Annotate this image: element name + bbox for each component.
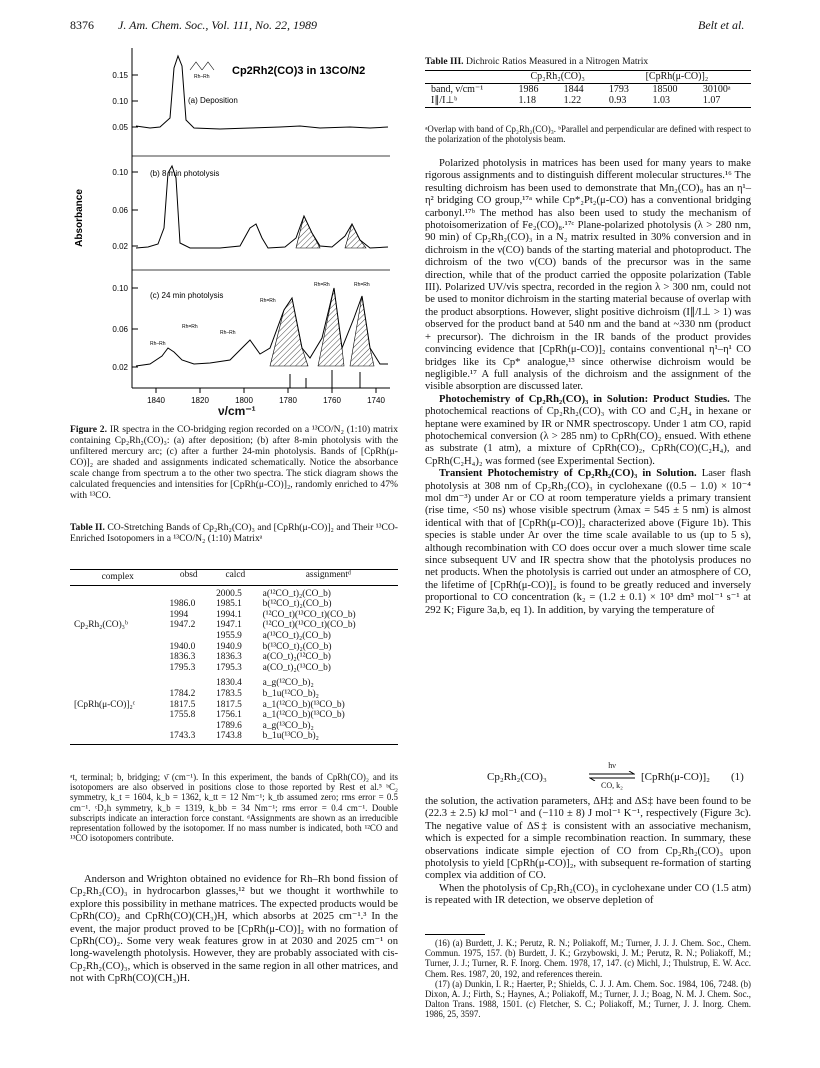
xtick-4: 1760 (323, 396, 341, 405)
table-cell: 1947.1 (216, 620, 242, 631)
section-heading-product-studies: Photochemistry of Cp₂Rh₂(CO)₃ in Solution: Product Studies. (439, 393, 730, 405)
ytick-a-2: 0.05 (112, 123, 128, 132)
reference-16: (16) (a) Burdett, J. K.; Perutz, R. N.; Poliakoff, M.; Turner, J. J. J. Chem. Soc., Chem. Commun. 1975, 157. (b) Burdett, J. K.; Grzybowski, J. M.; Perutz, R. N.; Poliakoff, M.; Turner, J. J.; Turner, R. F. Inorg. Chem. 1978, 17, 147. (c) Michl, J.; Thulstrup, E. W. Acc. Chem. Res. 1987, 20, 192, and references therein. (425, 938, 751, 979)
table-cell: 1793 (608, 83, 629, 95)
panel-c-label: (c) 24 min photolysis (150, 291, 224, 300)
structure-icon-a (190, 62, 214, 80)
figure-2-caption-lead: Figure 2. (70, 424, 107, 435)
table-3-caption-lead: Table III. (425, 56, 464, 67)
right-body-text-2 (425, 796, 751, 908)
t3-group-header-2: [CpRh(μ-CO)]₂ (603, 71, 751, 84)
table-cell: 1940.0 (169, 641, 196, 652)
svg-text:Rh=Rh: Rh=Rh (260, 298, 276, 304)
table-cell: a_1(¹²CO_b)(¹³CO_b) (262, 699, 345, 710)
t3-row1-label: band, ν/cm⁻¹ (431, 83, 484, 95)
svg-text:Rh–Rh: Rh–Rh (194, 74, 210, 80)
table-cell: 1985.1 (216, 599, 242, 610)
table-3-caption-text: Dichroic Ratios Measured in a Nitrogen Matrix (465, 56, 649, 67)
table-cell: a(CO_t)₂(¹²CO_b) (262, 652, 331, 663)
table-cell: 1940.9 (216, 641, 242, 652)
t3-group-header-1: Cp₂Rh₂(CO)₃ (512, 71, 602, 84)
table-cell (165, 631, 212, 642)
table-cell: 1.22 (563, 95, 582, 106)
equation-1 (425, 761, 751, 791)
x-ticks (147, 388, 385, 405)
table-cell: 30100ᵃ (702, 83, 731, 95)
table-cell: 1743.3 (169, 731, 196, 742)
ytick-b-0: 0.10 (112, 168, 128, 177)
table-2-caption-text: CO-Stretching Bands of Cp₂Rh₂(CO)₃ and [CpRh(μ-CO)]₂ and Their ¹³CO-Enriched Isotopomers in a ¹³CO/N₂ (1:10) Matrixᵃ (70, 522, 399, 544)
equation-arrows (589, 771, 635, 781)
table-cell: 1817.5 (216, 699, 242, 710)
table-cell: 1.18 (518, 95, 536, 106)
figure-title: Cp2Rh2(CO)3 in 13CO/N2 (232, 65, 366, 77)
t3-row2-label: I∥/I⊥ᵇ (431, 95, 458, 106)
ytick-a-1: 0.10 (112, 97, 128, 106)
svg-text:Rh=Rh: Rh=Rh (354, 282, 370, 288)
author-header: Belt et al. (698, 18, 745, 32)
right-paragraph-after-eq: the solution, the activation parameters, ΔH‡ and ΔS‡ have been found to be (22.3 ± 2.5) kJ mol⁻¹ and (−110 ± 8) J mol⁻¹ K⁻¹, respectively (Figure 3c). The negative value of ΔS‡ is consistent with an associative mechanism, which is expected for a simple recombination reaction. In summary, these observations indicate simple ejection of CO from Cp₂Rh₂(CO)₃ upon photolysis to yield [CpRh(μ-CO)]₂, with subsequent re-formation of starting complex via addition of CO. (425, 796, 751, 882)
table-cell: a_1(¹²CO_b)(¹³CO_b) (262, 710, 345, 721)
ytick-c-2: 0.02 (112, 363, 128, 372)
xtick-0: 1840 (147, 396, 165, 405)
table-cell: 1836.3 (216, 652, 242, 663)
table-2-caption (70, 522, 398, 544)
t2-group1-label: Cp₂Rh₂(CO)₃ᵇ (74, 620, 128, 631)
table-cell: 1817.5 (169, 699, 196, 710)
xtick-2: 1800 (235, 396, 253, 405)
panel-a-yticks (112, 71, 138, 132)
table-cell: a(¹³CO_t)₂(CO_b) (262, 630, 331, 641)
table-cell: 1756.1 (216, 710, 242, 721)
table-cell: 1947.2 (169, 620, 196, 631)
stick-diagram (290, 370, 360, 388)
table-cell (165, 673, 212, 689)
figure-2-caption (70, 424, 398, 501)
references-divider (425, 934, 485, 935)
y-axis-label: Absorbance (74, 189, 85, 247)
references (425, 938, 751, 1020)
table-cell: (¹²CO_t)(¹³CO_t)(CO_b) (262, 620, 356, 631)
table-cell: 2000.5 (216, 588, 242, 599)
table-cell: 1.07 (702, 95, 721, 106)
table-cell: a(CO_t)₂(¹³CO_b) (262, 662, 331, 673)
ytick-a-0: 0.15 (112, 71, 128, 80)
t2-group2-label: [CpRh(μ-CO)]₂ᶜ (74, 699, 136, 710)
table-cell: a_g(¹²CO_b)₂ (262, 678, 314, 689)
ytick-c-0: 0.10 (112, 284, 128, 293)
table-cell: 1783.5 (216, 688, 242, 699)
shaded-band-b1 (296, 216, 320, 248)
svg-text:Rh=Rh: Rh=Rh (314, 282, 330, 288)
table-cell: 1830.4 (216, 678, 242, 689)
xtick-5: 1740 (367, 396, 385, 405)
xtick-1: 1820 (191, 396, 209, 405)
panel-c-yticks (112, 284, 138, 372)
table-cell: 1795.3 (169, 662, 196, 673)
ytick-c-1: 0.06 (112, 325, 128, 334)
x-axis-label: ν/cm⁻¹ (218, 404, 256, 418)
table-cell (165, 721, 212, 732)
t2-header-calcd: calcd (225, 570, 246, 580)
table-2-caption-lead: Table II. (70, 522, 105, 533)
equation-lhs: Cp₂Rh₂(CO)₃ (487, 771, 547, 783)
svg-text:Rh=Rh: Rh=Rh (182, 324, 198, 330)
ytick-b-1: 0.06 (112, 206, 128, 215)
table-cell: 0.93 (608, 95, 627, 106)
table-cell: b_1u(¹³CO_b)₂ (262, 731, 319, 742)
figure-2-caption-text: IR spectra in the CO-bridging region recorded on a ¹³CO/N₂ (1:10) matrix containing Cp₂Rh₂(CO)₃: (a) after deposition; (b) after 8-min photolysis with the unfiltered mercury arc; (c) after a further 24-min photolysis. Bands of [CpRh(μ-CO)]₂ are shaded and assignments indicated schematically. Notice the absorbance scale change from spectrum a to the other two spectra. The stick diagram shows the calculated frequencies and intensities for [CpRh(μ-CO)]₂, randomly enriched to 47% with ¹³CO. (70, 424, 398, 501)
table-cell: 1755.8 (169, 710, 196, 721)
equation-number: (1) (731, 771, 744, 783)
panel-b-label: (b) 8 min photolysis (150, 169, 220, 178)
table-cell: 1986 (518, 83, 539, 95)
t2-header-complex: complex (101, 572, 134, 582)
table-3 (425, 70, 751, 108)
t2-header-obsd: obsd (179, 570, 198, 580)
svg-text:Rh–Rh: Rh–Rh (220, 330, 236, 336)
table-cell: 1994 (169, 609, 189, 620)
section-body-product-studies: The photochemical reactions of Cp₂Rh₂(CO)₃ with CO and C₂H₄ in hexane or heptane were examined by IR or NMR spectroscopy. Under 1 atm CO, rapid photochemical conversion (λ > 285 nm) to CpRh(CO)₂ ensued. With ethene as substrate (1 atm), a mixture of CpRh(CO)₂, CpRh(CO)(C₂H₄), and CpRh(C₂H₄)₂ was formed (see Experimental Section). (425, 393, 751, 467)
ytick-b-2: 0.02 (112, 242, 128, 251)
table-3-caption (425, 56, 751, 67)
page-number: 8376 (70, 18, 94, 32)
table-2 (70, 569, 398, 745)
shaded-band-c3 (350, 296, 374, 366)
xtick-3: 1780 (279, 396, 297, 405)
table-cell: a(¹²CO_t)₂(CO_b) (262, 588, 331, 599)
right-body-text (425, 158, 751, 617)
table-cell: 18500 (652, 83, 678, 95)
figure-2-spectra (70, 48, 400, 416)
table-cell: b(¹²CO_t)₂(CO_b) (262, 599, 332, 610)
table-cell: 1955.9 (216, 630, 242, 641)
section-heading-transient: Transient Photochemistry of Cp₂Rh₂(CO)₃ in Solution. (439, 468, 697, 480)
table-cell: 1795.3 (216, 662, 242, 673)
journal-citation: J. Am. Chem. Soc., Vol. 111, No. 22, 1989 (118, 18, 317, 32)
svg-text:Rh–Rh: Rh–Rh (150, 341, 166, 347)
section-body-transient: Laser flash photolysis at 308 nm of Cp₂Rh₂(CO)₃ in cyclohexane ((0.5 – 1.0) × 10⁻⁴ mol dm⁻³) under Ar or CO at room temperature yields a primary transient (rise time, <50 ns) whose visible spectrum (λmax = 545 ± 5 nm) is almost identical with that of [CpRh(μ-CO)]₂ characterized above (Figure 1b). This species is stable under Ar over the time scale available to us (up to 5 s), although recombination with CO does occur over a much slower time scale since subsequent UV and IR spectra show that the photolysis produces no net products. When the photolysis is carried out under an atmosphere of CO, the lifetime of [CpRh(μ-CO)]₂ is found to be greatly reduced and inversely proportional to CO concentration (k₂ = (1.2 ± 0.1) × 10³ dm³ mol⁻¹ s⁻¹ at 292 K; Figure 3a,b, eq 1). In addition, by varying the temperature of (425, 468, 751, 616)
shaded-band-b2 (345, 224, 366, 248)
panel-b-yticks (112, 168, 138, 251)
table-cell: 1994.1 (216, 609, 242, 620)
table-cell: 1836.3 (169, 652, 196, 663)
table-cell: 1986.0 (169, 599, 196, 610)
table-cell: 1784.2 (169, 688, 196, 699)
table-cell: 1844 (563, 83, 584, 95)
table-cell: b(¹³CO_t)₂(CO_b) (262, 641, 332, 652)
table-cell: a_g(¹³CO_b)₂ (262, 720, 314, 731)
table-cell: 1789.6 (216, 720, 242, 731)
panel-a-label: (a) Deposition (188, 96, 238, 105)
table-cell: 1743.8 (216, 731, 242, 742)
table-cell: 1.03 (652, 95, 670, 106)
table-3-footnote: ᵃOverlap with band of Cp₂Rh₂(CO)₃. ᵇParallel and perpendicular are defined with respect to the polarization of the photolysis beam. (425, 124, 751, 145)
equation-arrow-top: hν (608, 761, 616, 770)
equation-rhs: [CpRh(μ-CO)]₂ (641, 771, 711, 783)
left-body-text (70, 874, 398, 986)
left-paragraph: Anderson and Wrighton obtained no evidence for Rh–Rh bond fission of Cp₂Rh₂(CO)₃ in hydrocarbon glasses,¹² but we thought it worthwhile to explore this possibility in methane matrices. The expected products would be CpRh(CO)₂ and CpRh(CO)(CH₃)H, which absorbs at 2025 cm⁻¹.³ In the event, the major product proved to be [CpRh(μ-CO)]₂ with no formation of CpRh(CO)₂. Some very weak features grow in at 2030 and 2025 cm⁻¹ on long-wavelength photolysis. However, they are probably associated with cis-Cp₂Rh₂(CO)₃, which is observed in the same region in all other matrices, and not with CpRh(CO)(CH₃)H. (70, 874, 398, 985)
table-2-footnote: ᵃt, terminal; b, bridging; ν̄ (cm⁻¹). In this experiment, the bands of CpRh(CO)₂ and its isotopomers are also observed in positions close to those reported by Rest et al.⁵ ᵇC₂ symmetry, k_t = 1604, k_b = 1362, k_tt = 12 Nm⁻¹; k_tb assumed zero; rms error = 0.5 cm⁻¹. ᶜD₂h symmetry, k_b = 1319, k_bb = 34 Nm⁻¹; rms error = 0.4 cm⁻¹. Double subscripts indicate an interaction force constant. ᵈAssignments are shown as an irreducible representation followed by the isotopomer. If no mass number is indicated, both ¹²CO and ¹³CO isotopomers contribute. (70, 772, 398, 844)
t2-header-assignment: assignmentᵈ (305, 570, 351, 580)
right-paragraph-last: When the photolysis of Cp₂Rh₂(CO)₃ in cyclohexane under CO (1.5 atm) is repeated with IR detection, we observe depletion of (425, 882, 751, 907)
table-cell: b_1u(¹²CO_b)₂ (262, 688, 319, 699)
table-cell: (¹²CO_t)(¹³CO_t)(CO_b) (262, 609, 356, 620)
table-cell (165, 585, 212, 599)
equation-arrow-bottom: CO, k₂ (601, 781, 623, 790)
reference-17: (17) (a) Dunkin, I. R.; Haerter, P.; Shields, C. J. J. Am. Chem. Soc. 1984, 106, 7248. (b) Dixon, A. J.; Firth, S.; Haynes, A.; Poliakoff, M.; Turner, J. J.; Boag, N. M. J. Chem. Soc., Dalton Trans. 1988, 1501. (c) Fletcher, S. C.; Poliakoff, M.; Turner, J. J. Inorg. Chem. 1986, 25, 3597. (425, 978, 751, 1020)
right-paragraph-1: Polarized photolysis in matrices has been used for many years to make rigorous assignments and to distinguish different molecular structures.¹⁶ The resulting dichroism has been used to demonstrate that Mn₂(CO)₉ has an η¹–η² bridging CO group,¹⁷ᵃ while Cp*₂Pt₂(μ-CO) has a conventional bridging carbonyl.¹⁷ᵇ The method has also been used to study the mechanism of photoisomerization of Fe₂(CO)₈.¹⁷ᶜ Plane-polarized photolysis (λ > 280 nm, 90 min) of Cp₂Rh₂(CO)₃ in a N₂ matrix resulted in 30% conversion and in dichroism in the ν(CO) bands of the starting material and photoproduct. The dichroism of the two ν(CO) bands of the precursor was in the same direction, while that of the product carried the opposite polarization (Table III). Polarized UV/vis spectra, recorded in the region λ > 300 nm, could not be used to monitor dichroism in the starting material because of overlap with the product absorptions. However, slight positive dichroism (I∥/I⊥ > 1) was observed for the product band at 540 nm and the band at ~330 nm (product + precursor). The dichroism in the IR bands of the product provides convincing evidence that [CpRh(μ-CO)]₂ contains conventional η¹–η¹ CO bridges like its Cp* analogue,¹³ since otherwise dichroism would be negligible.¹⁷ A full analysis of the dichroism and the assignment of the visible absorption are discussed later. (425, 158, 751, 393)
